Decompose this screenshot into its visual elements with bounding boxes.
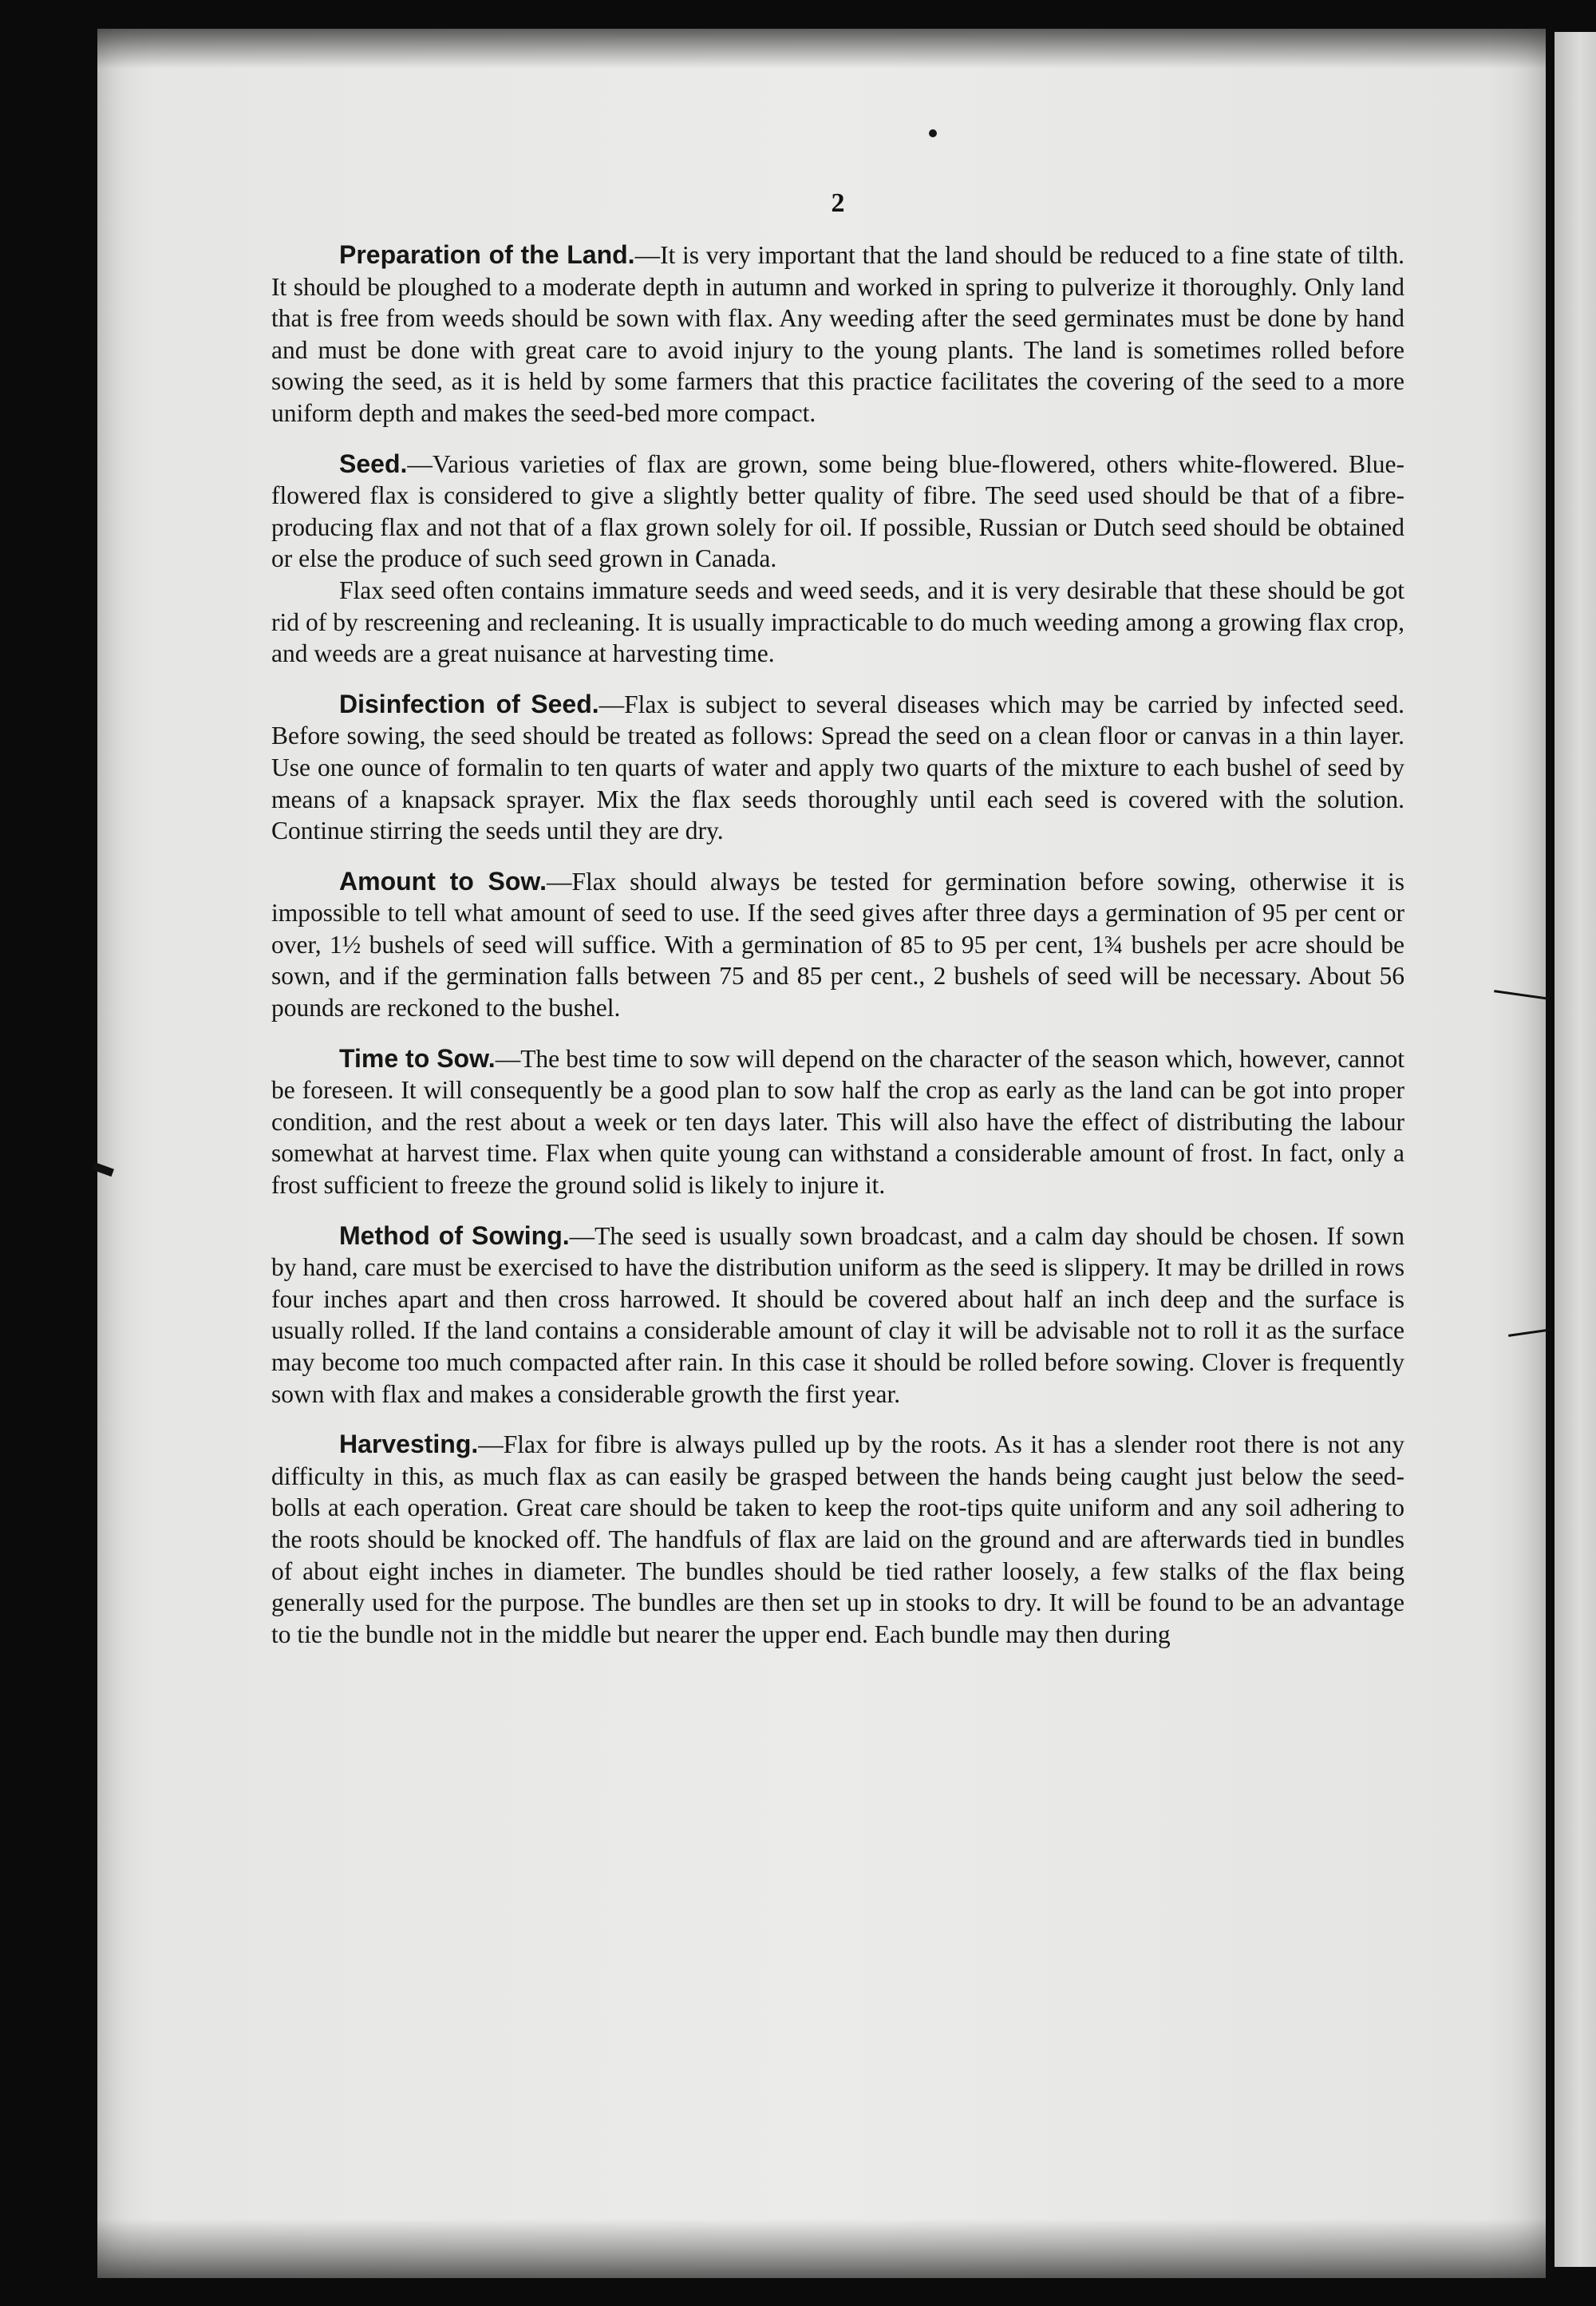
section-heading: Seed. <box>339 449 408 478</box>
top-edge-shadow <box>97 29 1546 69</box>
section-heading: Preparation of the Land. <box>339 240 635 269</box>
section-heading: Amount to Sow. <box>339 866 547 896</box>
paragraph-time-to-sow <box>271 1043 1404 1201</box>
paragraph-text: —The seed is usually sown broadcast, and a calm day should be chosen. If sown by hand, care must be exercised to have the distribution uniform as the seed is slippery. It may be drilled in rows four inches apart and then cross harrowed. It should be covered about half an inch deep and the surface is usually rolled. If the land contains a considerable amount of clay it will be advisable not to roll it as the surface may become too much compacted after rain. In this case it should be rolled before sowing. Clover is frequently sown with flax and makes a considerable growth the first year. <box>271 1221 1404 1408</box>
section-heading: Time to Sow. <box>339 1043 496 1073</box>
paragraph-text: Flax seed often contains immature seeds and weed seeds, and it is very desirable that these should be got rid of by rescreening and recleaning. It is usually impracticable to do much weeding among a growing flax crop, and weeds are a great nuisance at harvesting time. <box>271 576 1404 668</box>
bottom-edge-shadow <box>97 2219 1546 2278</box>
paragraph-seed <box>271 449 1404 575</box>
paragraph-text: —The best time to sow will depend on the character of the season which, however, cannot be foreseen. It will consequently be a good plan to sow half the crop as early as the land can be got into proper condition, and the rest about a week or ten days later. This will also have the effect of distributing the labour somewhat at harvest time. Flax when quite young can withstand a considerable amount of frost. In fact, only a frost sufficient to freeze the ground solid is likely to injure it. <box>271 1044 1404 1200</box>
body-text <box>271 239 1404 1650</box>
page-number: 2 <box>831 188 845 218</box>
paragraph-text: —Flax should always be tested for germination before sowing, otherwise it is impossible to tell what amount of seed to use. If the seed gives after three days a germination of 95 per cent or over, 1½ bushels of seed will suffice. With a germination of 85 to 95 per cent, 1¾ bushels per acre should be sown, and if the germination falls between 75 and 85 per cent., 2 bushels of seed will be necessary. About 56 pounds are reckoned to the bushel. <box>271 867 1404 1022</box>
paragraph-seed-continued <box>271 575 1404 670</box>
ink-speck <box>929 129 937 137</box>
adjacent-page-edge <box>1555 32 1596 2267</box>
paragraph-disinfection-of-seed <box>271 689 1404 847</box>
paragraph-amount-to-sow <box>271 866 1404 1024</box>
paragraph-text: —Flax for fibre is always pulled up by the roots. As it has a slender root there is not any difficulty in this, as much flax as can easily be grasped between the hands being caught just below the seed-bolls at each operation. Great care should be taken to keep the root-tips quite uniform and any soil adhering to the roots should be knocked off. The handfuls of flax are laid on the ground and are afterwards tied in bundles of about eight inches in diameter. The bundles should be tied rather loosely, a few stalks of the flax being generally used for the purpose. The bundles are then set up in stooks to dry. It will be found to be an advantage to tie the bundle not in the middle but nearer the upper end. Each bundle may then during <box>271 1430 1404 1648</box>
paragraph-preparation-of-land <box>271 239 1404 429</box>
paragraph-text: —Flax is subject to several diseases which may be carried by infected seed. Before sowing, the seed should be treated as follows: Spread the seed on a clean floor or canvas in a thin layer. Use one ounce of formalin to ten quarts of water and apply two quarts of the mixture to each bushel of seed by means of a knapsack sprayer. Mix the flax seeds thoroughly until each seed is covered with the solution. Continue stirring the seeds until they are dry. <box>271 690 1404 845</box>
paragraph-text: —It is very important that the land should be reduced to a fine state of tilth. It should be ploughed to a moderate depth in autumn and worked in spring to pulverize it thoroughly. Only land that is free from weeds should be sown with flax. Any weeding after the seed germinates must be done by hand and must be done with great care to avoid injury to the young plants. The land is sometimes rolled before sowing the seed, as it is held by some farmers that this practice facilitates the covering of the seed to a more uniform depth and makes the seed-bed more compact. <box>271 241 1404 427</box>
paragraph-method-of-sowing <box>271 1220 1404 1410</box>
paragraph-harvesting <box>271 1429 1404 1650</box>
paragraph-text: —Various varieties of flax are grown, some being blue-flowered, others white-flowered. Blue-flowered flax is considered to give a slightly better quality of fibre. The seed used should be that of a fibre-producing flax and not that of a flax grown solely for oil. If possible, Russian or Dutch seed should be obtained or else the produce of such seed grown in Canada. <box>271 449 1404 573</box>
section-heading: Disinfection of Seed. <box>339 689 599 718</box>
section-heading: Harvesting. <box>339 1430 479 1459</box>
section-heading: Method of Sowing. <box>339 1220 570 1250</box>
